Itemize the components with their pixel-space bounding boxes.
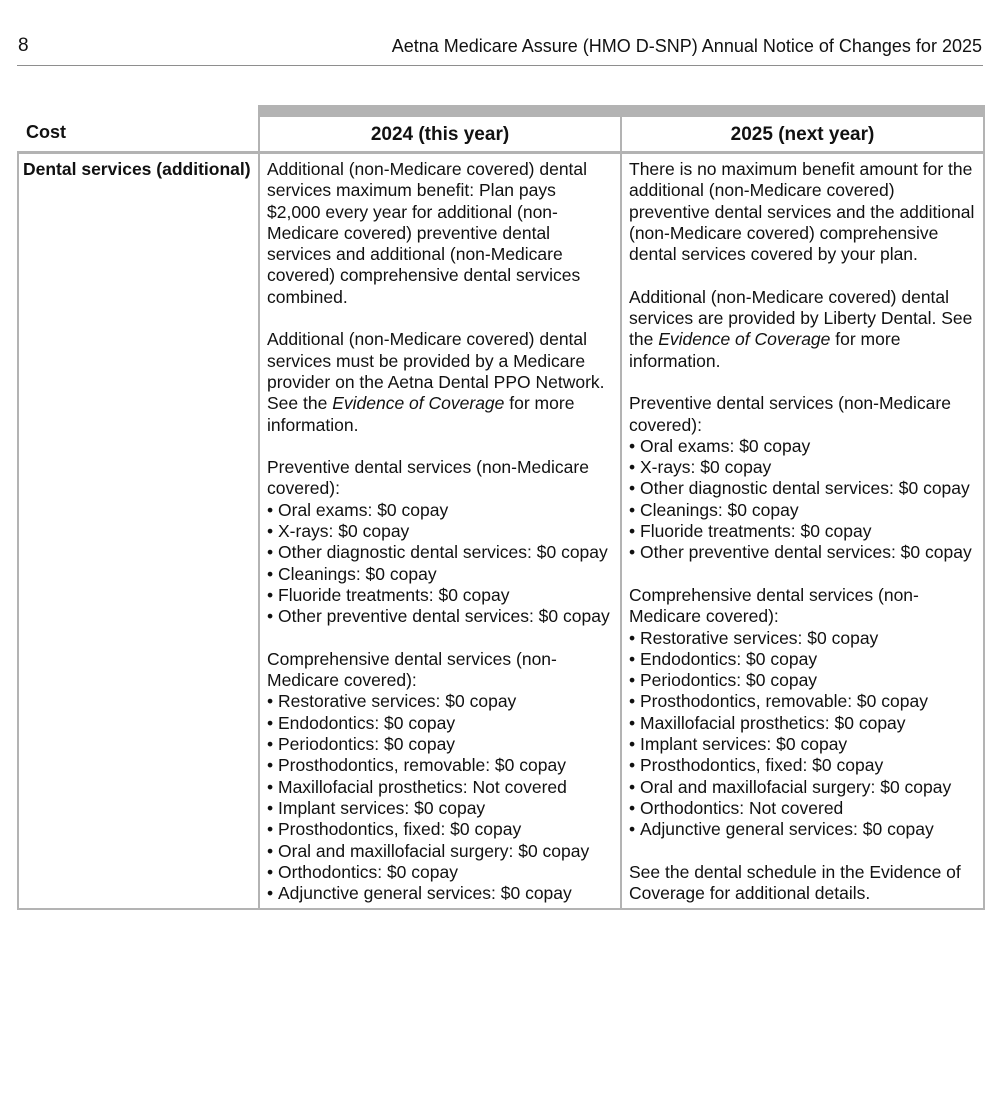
list-item: • Other preventive dental services: $0 copay xyxy=(629,542,977,563)
list-item: • Prosthodontics, removable: $0 copay xyxy=(267,755,614,776)
provider-note-2025-after: for more information. xyxy=(629,329,901,371)
list-item: • Orthodontics: $0 copay xyxy=(267,862,614,883)
provider-note-2024-before: Additional (non-Medicare covered) dental services must be provided by a Medicare provider on the Aetna Dental PPO Network. See the xyxy=(267,329,605,414)
list-item: • Oral exams: $0 copay xyxy=(629,436,977,457)
list-item: • Oral and maxillofacial surgery: $0 copay xyxy=(629,777,977,798)
list-item: • Other diagnostic dental services: $0 copay xyxy=(267,542,614,563)
comprehensive-heading-2024: Comprehensive dental services (non-Medicare covered): xyxy=(267,648,557,691)
list-item: • Prosthodontics, fixed: $0 copay xyxy=(267,819,614,840)
provider-note-2025 xyxy=(629,287,977,372)
list-item: • Fluoride treatments: $0 copay xyxy=(267,585,614,606)
list-item: • Restorative services: $0 copay xyxy=(267,691,614,712)
cell-2025 xyxy=(621,153,984,910)
table-row xyxy=(18,153,984,910)
list-item: • X-rays: $0 copay xyxy=(629,457,977,478)
evidence-of-coverage-2024: Evidence of Coverage xyxy=(332,393,505,414)
preventive-heading-2024: Preventive dental services (non-Medicare covered): xyxy=(267,457,589,499)
list-item: • Restorative services: $0 copay xyxy=(629,628,977,649)
running-header-title: Aetna Medicare Assure (HMO D-SNP) Annual Notice of Changes for 2025 xyxy=(391,36,982,56)
list-item: • Periodontics: $0 copay xyxy=(629,670,977,691)
row-label: Dental services (additional) xyxy=(23,159,251,179)
list-item: • Cleanings: $0 copay xyxy=(267,564,614,585)
list-item: • Oral exams: $0 copay xyxy=(267,500,614,521)
list-item: • Endodontics: $0 copay xyxy=(629,649,977,670)
provider-note-2025-before: Additional (non-Medicare covered) dental services are provided by Liberty Dental. See the xyxy=(629,286,973,350)
list-item: • Adjunctive general services: $0 copay xyxy=(629,819,977,840)
list-item: • Periodontics: $0 copay xyxy=(267,734,614,755)
changes-table xyxy=(17,105,985,910)
table-header-row xyxy=(18,111,984,153)
comprehensive-list-2024 xyxy=(267,691,614,904)
list-item: • Endodontics: $0 copay xyxy=(267,713,614,734)
list-item: • Orthodontics: Not covered xyxy=(629,798,977,819)
preventive-heading-2025: Preventive dental services (non-Medicare covered): xyxy=(629,393,951,435)
list-item: • Cleanings: $0 copay xyxy=(629,500,977,521)
cell-2024 xyxy=(259,153,621,910)
list-item: • Other preventive dental services: $0 copay xyxy=(267,606,614,627)
cost-column-header: Cost xyxy=(18,111,259,153)
list-item: • Prosthodontics, fixed: $0 copay xyxy=(629,755,977,776)
list-item: • Maxillofacial prosthetics: $0 copay xyxy=(629,713,977,734)
evidence-of-coverage-2025: Evidence of Coverage xyxy=(658,329,831,350)
row-label-cell xyxy=(18,153,259,910)
list-item: • Implant services: $0 copay xyxy=(629,734,977,755)
list-item: • Maxillofacial prosthetics: Not covered xyxy=(267,777,614,798)
header-divider xyxy=(17,65,983,66)
comprehensive-heading-2025: Comprehensive dental services (non-Medicare covered): xyxy=(629,584,919,627)
year-2025-column-header: 2025 (next year) xyxy=(621,111,984,153)
max-benefit-2025: There is no maximum benefit amount for the additional (non-Medicare covered) preventive dental services and the additional (non-Medicare covered) comprehensive dental services covered by your plan. xyxy=(629,159,975,265)
preventive-list-2024 xyxy=(267,500,614,628)
list-item: • Oral and maxillofacial surgery: $0 copay xyxy=(267,841,614,862)
comprehensive-list-2025 xyxy=(629,628,977,841)
max-benefit-2024: Additional (non-Medicare covered) dental services maximum benefit: Plan pays $2,000 every year for additional (non-Medicare covered) preventive dental services and additional (non-Medicare covered) comprehensive dental services combined. xyxy=(267,159,588,307)
provider-note-2024 xyxy=(267,329,614,435)
preventive-list-2025 xyxy=(629,436,977,564)
list-item: • Implant services: $0 copay xyxy=(267,798,614,819)
provider-note-2024-after: for more information. xyxy=(267,393,575,435)
year-2024-column-header: 2024 (this year) xyxy=(259,111,621,153)
list-item: • Prosthodontics, removable: $0 copay xyxy=(629,691,977,712)
page-number: 8 xyxy=(18,35,29,56)
list-item: • Other diagnostic dental services: $0 copay xyxy=(629,478,977,499)
closing-note-2025: See the dental schedule in the Evidence of Coverage for additional details. xyxy=(629,861,961,904)
list-item: • Adjunctive general services: $0 copay xyxy=(267,883,614,904)
list-item: • X-rays: $0 copay xyxy=(267,521,614,542)
list-item: • Fluoride treatments: $0 copay xyxy=(629,521,977,542)
